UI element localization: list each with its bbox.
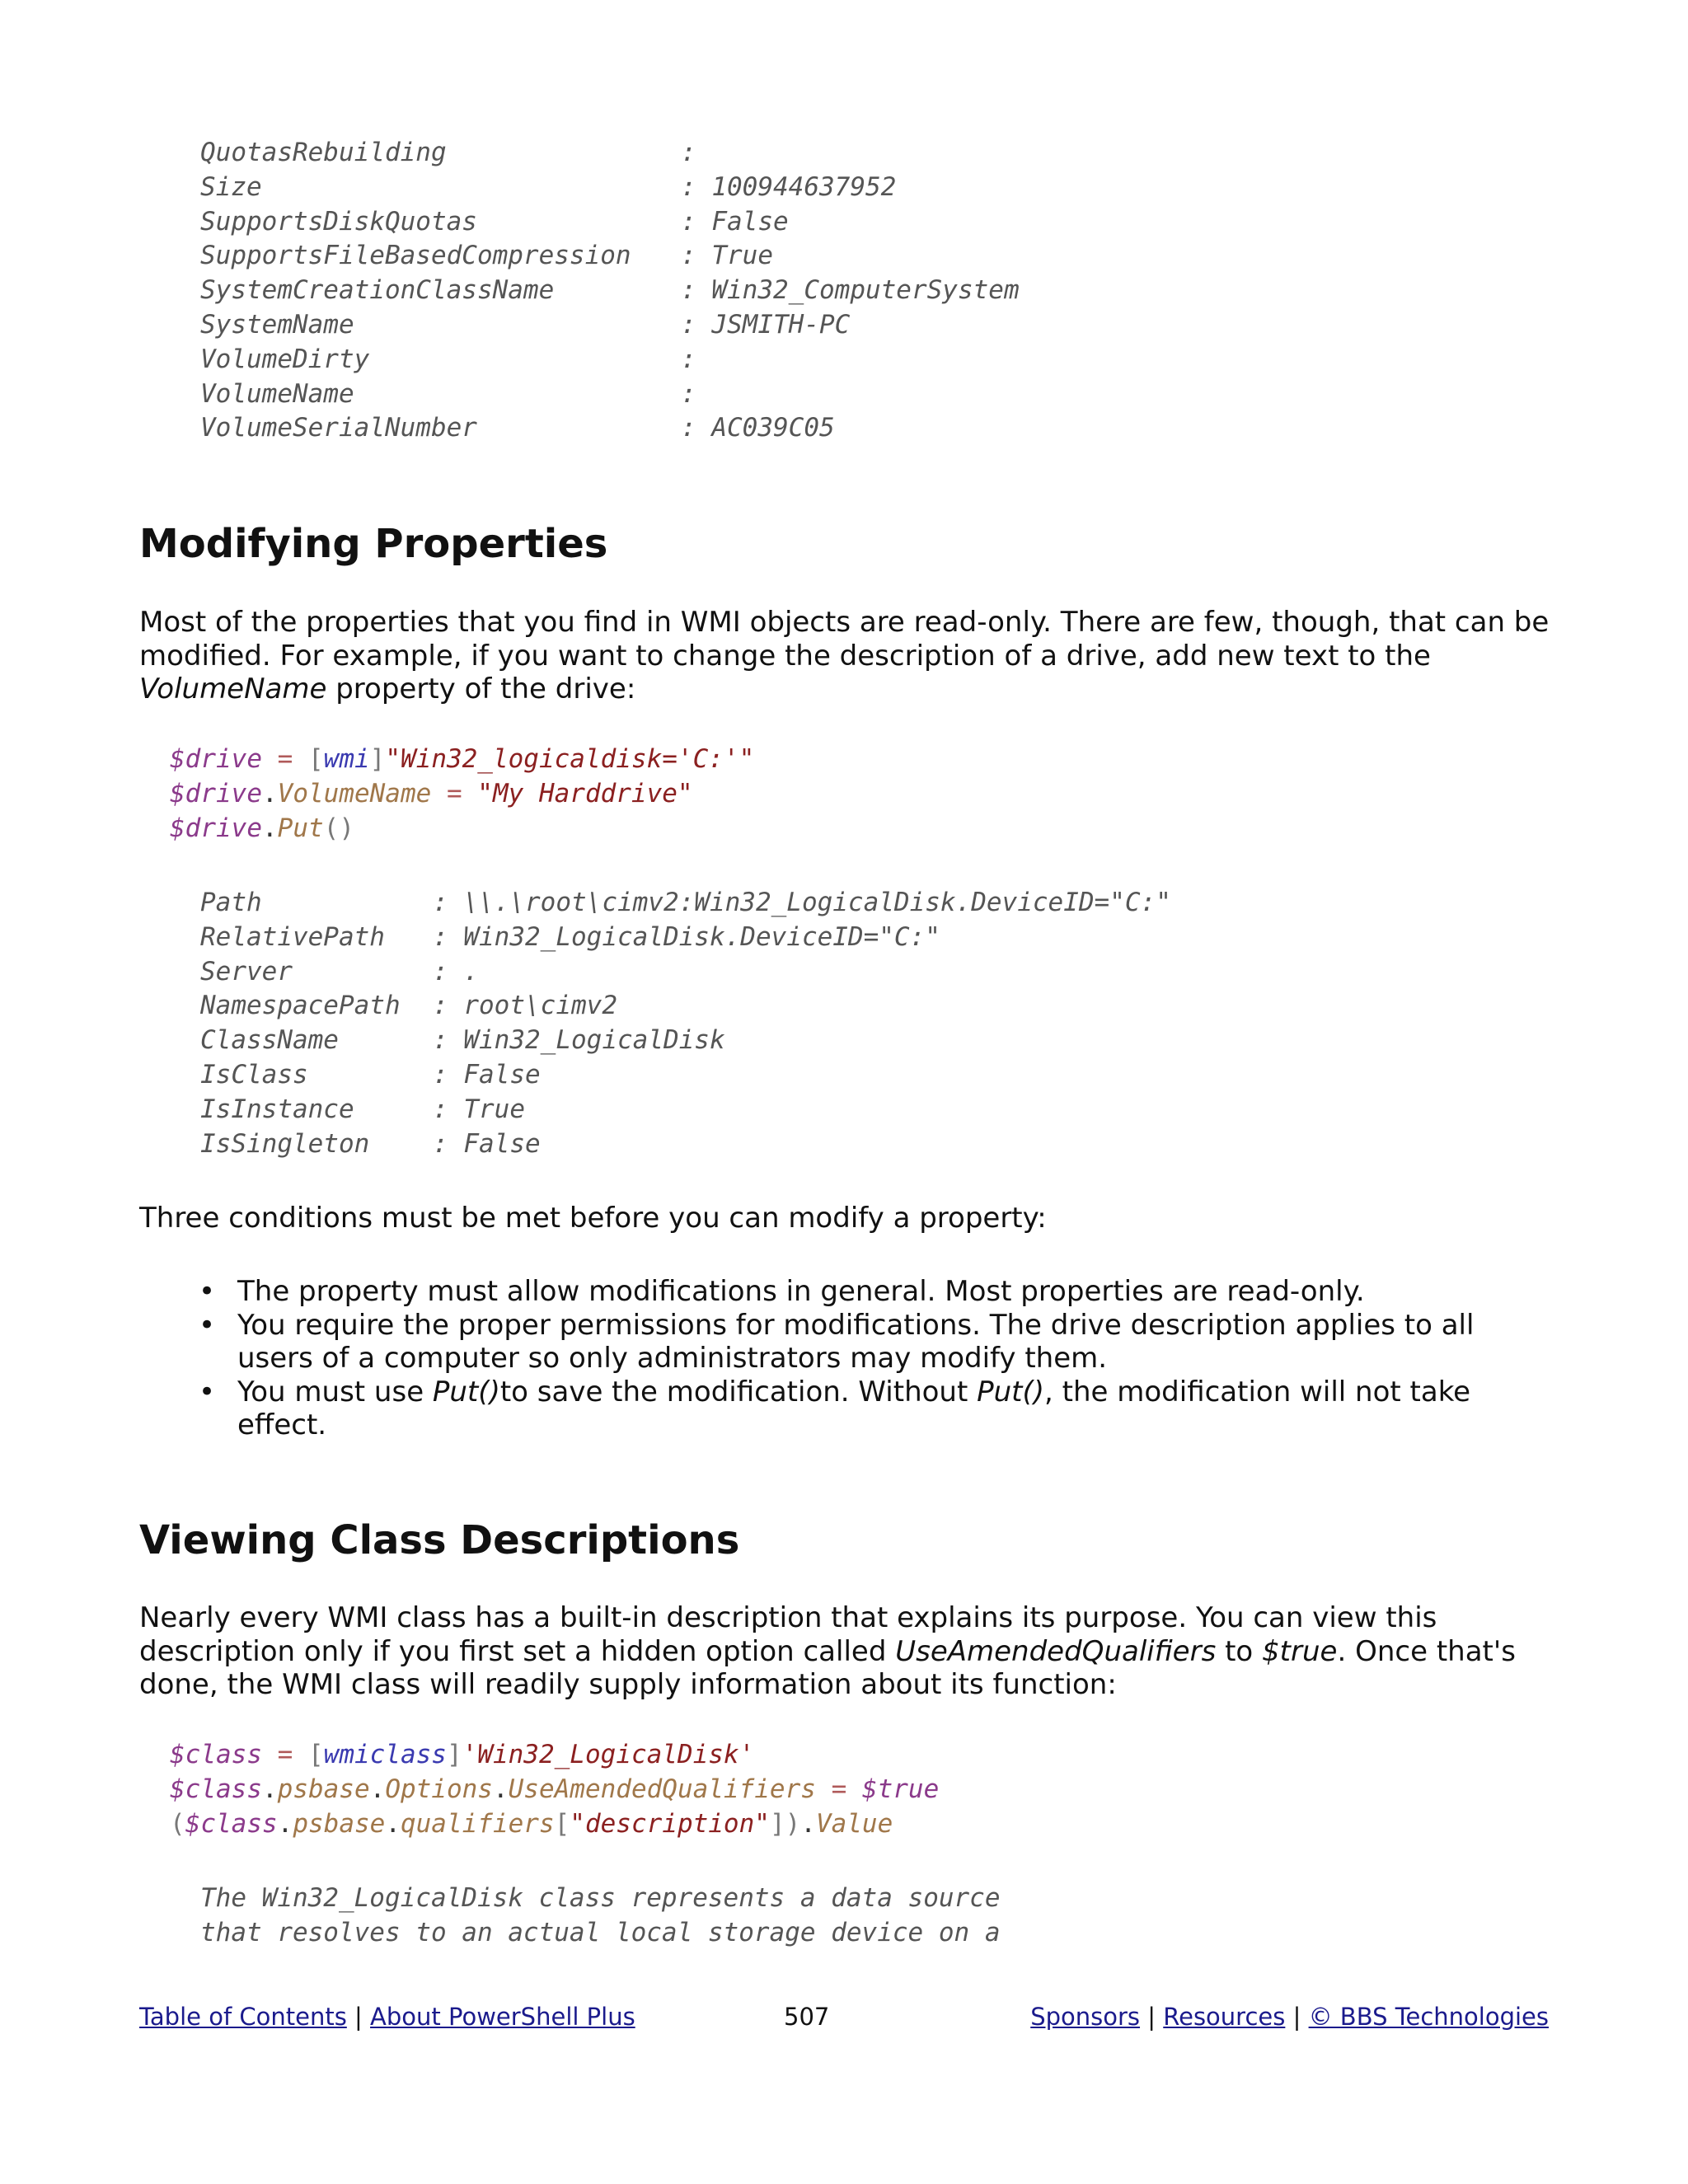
output-row: SystemName : JSMITH-PC bbox=[200, 309, 851, 340]
output-row: QuotasRebuilding : bbox=[200, 138, 696, 167]
output-row: SupportsDiskQuotas : False bbox=[200, 206, 789, 237]
bbs-technologies-link[interactable]: © BBS Technologies bbox=[1308, 2003, 1549, 2031]
output-row: VolumeSerialNumber : AC039C05 bbox=[200, 413, 835, 443]
output-row: ClassName : Win32_LogicalDisk bbox=[200, 1025, 725, 1056]
code-line: $drive.VolumeName = "My Harddrive" bbox=[170, 778, 693, 808]
bullet-icon: • bbox=[199, 1308, 216, 1342]
code-line: $class = [wmiclass]'Win32_LogicalDisk' bbox=[170, 1740, 755, 1769]
code-line: $class.psbase.Options.UseAmendedQualifiers = $true bbox=[170, 1774, 940, 1804]
about-powershell-plus-link[interactable]: About PowerShell Plus bbox=[370, 2003, 635, 2031]
list-item: • You require the proper permissions for modifications. The drive description applies to all users of a computer so only administrators may modify them. bbox=[199, 1308, 1475, 1375]
code-block-class-description bbox=[170, 1738, 939, 1841]
paragraph-conditions-intro: Three conditions must be met before you can modify a property: bbox=[139, 1202, 1047, 1235]
output-row: SupportsFileBasedCompression : True bbox=[200, 241, 773, 271]
section-heading-viewing-class-descriptions: Viewing Class Descriptions bbox=[139, 1517, 740, 1563]
output-row: IsClass : False bbox=[200, 1059, 541, 1090]
output-row: RelativePath : Win32_LogicalDisk.DeviceID="C:" bbox=[200, 921, 940, 952]
code-line: $drive = [wmi]"Win32_logicaldisk='C:'" bbox=[170, 744, 755, 774]
output-row: VolumeDirty : bbox=[200, 344, 696, 374]
output-row: Path : \\.\root\cimv2:Win32_LogicalDisk.DeviceID="C:" bbox=[200, 888, 1171, 917]
code-line: ($class.psbase.qualifiers["description"]).Value bbox=[170, 1808, 893, 1839]
output-row: Size : 100944637952 bbox=[200, 171, 897, 202]
list-item: • The property must allow modifications in general. Most properties are read-only. bbox=[199, 1275, 1365, 1308]
sponsors-link[interactable]: Sponsors bbox=[1030, 2003, 1141, 2031]
code-block-modify-drive bbox=[170, 743, 754, 846]
resources-link[interactable]: Resources bbox=[1163, 2003, 1286, 2031]
output-line: that resolves to an actual local storage device on a bbox=[200, 1917, 1001, 1947]
output-row: IsSingleton : False bbox=[200, 1128, 541, 1159]
output-row: IsInstance : True bbox=[200, 1094, 525, 1124]
section-heading-modifying-properties: Modifying Properties bbox=[139, 521, 608, 567]
output-block-put-result bbox=[200, 886, 1171, 1161]
output-row: SystemCreationClassName : Win32_ComputerSystem bbox=[200, 275, 1020, 306]
output-block-volume-properties bbox=[200, 136, 1020, 446]
bullet-icon: • bbox=[199, 1375, 216, 1408]
output-row: VolumeName : bbox=[200, 378, 696, 409]
output-row: NamespacePath : root\cimv2 bbox=[200, 991, 617, 1021]
page-footer bbox=[139, 2003, 1549, 2036]
paragraph-modifying-intro: Most of the properties that you find in WMI objects are read-only. There are few, though, that can be modified. For example, if you want to change the description of a drive, add new text to the VolumeName property of the drive: bbox=[139, 606, 1550, 705]
table-of-contents-link[interactable]: Table of Contents bbox=[139, 2003, 347, 2031]
footer-right-links: Sponsors | Resources | © BBS Technologies bbox=[1030, 2003, 1549, 2031]
output-line: The Win32_LogicalDisk class represents a data source bbox=[200, 1883, 1001, 1913]
page-number: 507 bbox=[784, 2003, 830, 2031]
list-item: • You must use Put()to save the modification. Without Put(), the modification will not take effect. bbox=[199, 1375, 1471, 1441]
output-block-class-description bbox=[200, 1882, 1001, 1951]
code-line: $drive.Put() bbox=[170, 813, 354, 843]
footer-left-links: Table of Contents | About PowerShell Plus bbox=[139, 2003, 635, 2031]
bullet-icon: • bbox=[199, 1275, 216, 1308]
output-row: Server : . bbox=[200, 956, 480, 987]
paragraph-class-descriptions-intro: Nearly every WMI class has a built-in description that explains its purpose. You can view this description only if you first set a hidden option called UseAmendedQualifiers to $true. Once that's done, the WMI class will readily supply information about its function: bbox=[139, 1601, 1516, 1701]
conditions-list bbox=[139, 1275, 1557, 1442]
